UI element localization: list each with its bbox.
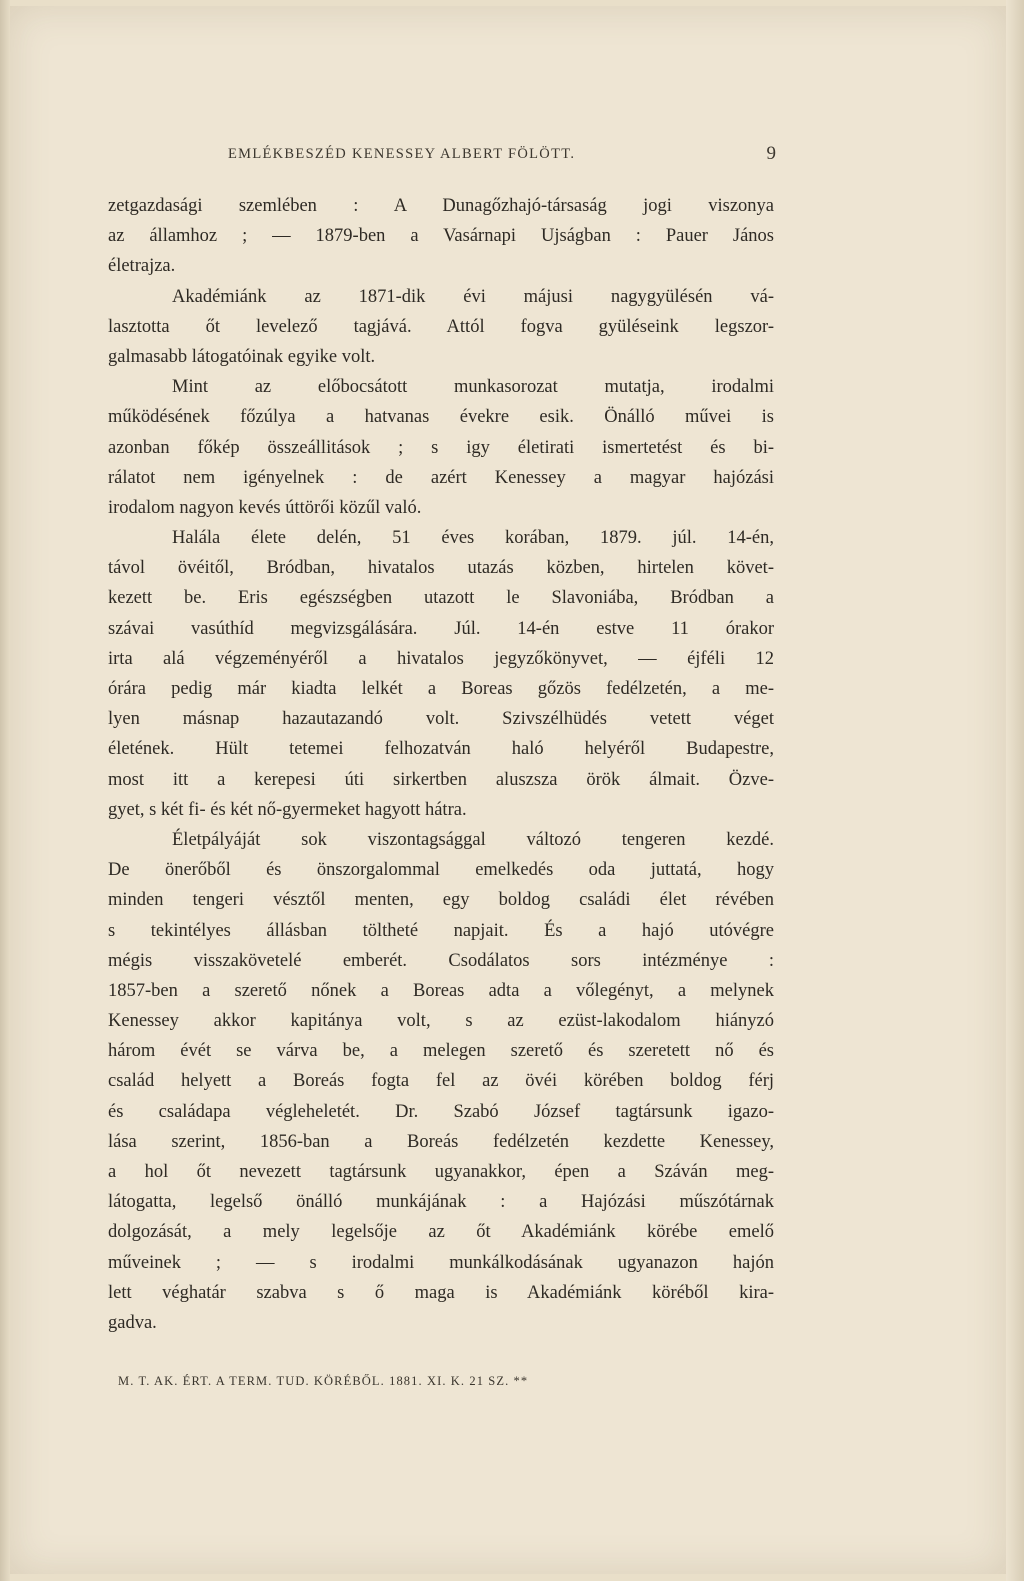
text-line: látogatta, legelső önálló munkájának : a Hajózási műszótárnak bbox=[108, 1192, 774, 1213]
text-line: most itt a kerepesi úti sirkertben aluszsza örök álmait. Özve- bbox=[108, 769, 774, 790]
text-line: az államhoz ; — 1879-ben a Vasárnapi Ujságban : Pauer János bbox=[108, 226, 774, 247]
text-line: rálatot nem igényelnek : de azért Kenessey a magyar hajózási bbox=[108, 467, 774, 488]
text-line: életének. Hült tetemei felhozatván haló helyéről Budapestre, bbox=[108, 739, 774, 760]
text-line: gadva. bbox=[108, 1312, 157, 1333]
text-line: Kenessey akkor kapitánya volt, s az ezüst-lakodalom hiányzó bbox=[108, 1011, 774, 1032]
page-header bbox=[228, 143, 776, 167]
text-line: működésének főzúlya a hatvanas évekre esik. Önálló művei is bbox=[108, 407, 774, 428]
text-line: Akadémiánk az 1871-dik évi májusi nagygyülésén vá- bbox=[172, 286, 774, 307]
text-line: dolgozását, a mely legelsője az őt Akadémiánk körébe emelő bbox=[108, 1222, 774, 1243]
text-line: szávai vasúthíd megvizsgálására. Júl. 14-én estve 11 órakor bbox=[108, 618, 774, 639]
text-line: Halála élete delén, 51 éves korában, 1879. júl. 14-én, bbox=[172, 528, 774, 549]
text-line: életrajza. bbox=[108, 256, 176, 277]
text-line: irta alá végzeményéről a hivatalos jegyzőkönyvet, — éjféli 12 bbox=[108, 648, 774, 669]
text-line: irodalom nagyon kevés úttörői közűl való. bbox=[108, 497, 422, 518]
page-edge-left bbox=[0, 0, 10, 1581]
text-line: család helyett a Boreás fogta fel az övéi körében boldog férj bbox=[108, 1071, 774, 1092]
text-line: galmasabb látogatóinak egyike volt. bbox=[108, 346, 376, 367]
text-line: s tekintélyes állásban töltheté napjait. És a hajó utóvégre bbox=[108, 920, 774, 941]
text-line: Mint az előbocsátott munkasorozat mutatja, irodalmi bbox=[172, 377, 774, 398]
text-line: lyen másnap hazautazandó volt. Szivszélhüdés vetett véget bbox=[108, 709, 774, 730]
text-line: lett véghatár szabva s ő maga is Akadémiánk köréből kira- bbox=[108, 1282, 774, 1303]
body-text bbox=[108, 191, 774, 1338]
text-line: zetgazdasági szemlében : A Dunagőzhajó-társaság jogi viszonya bbox=[108, 196, 774, 216]
page-number: 9 bbox=[766, 143, 776, 164]
text-line: kezett be. Eris egészségben utazott le Slavoniába, Bródban a bbox=[108, 588, 774, 609]
text-line: a hol őt nevezett tagtársunk ugyanakkor, épen a Száván meg- bbox=[108, 1162, 774, 1182]
page-edge-right bbox=[1006, 0, 1024, 1581]
text-line: órára pedig már kiadta lelkét a Boreas gőzös fedélzetén, a me- bbox=[108, 679, 774, 699]
text-line: műveinek ; — s irodalmi munkálkodásának ugyanazon hajón bbox=[108, 1252, 774, 1273]
text-line: Életpályáját sok viszontagsággal változó tengeren kezdé. bbox=[172, 829, 774, 850]
text-line: 1857-ben a szerető nőnek a Boreas adta a vőlegényt, a melynek bbox=[108, 980, 774, 1001]
text-line: távol övéitől, Bródban, hivatalos utazás közben, hirtelen követ- bbox=[108, 558, 774, 579]
text-line: három évét se várva be, a melegen szerető és szeretett nő és bbox=[108, 1041, 774, 1062]
text-line: azonban főkép összeállitások ; s igy életirati ismertetést és bi- bbox=[108, 437, 774, 458]
text-line: lasztotta őt levelező tagjává. Attól fogva gyüléseink legszor- bbox=[108, 316, 774, 337]
text-line: mégis visszakövetelé emberét. Csodálatos sors intézménye : bbox=[108, 950, 774, 971]
text-line: gyet, s két fi- és két nő-gyermeket hagyott hátra. bbox=[108, 799, 467, 820]
text-line: és családapa végleheletét. Dr. Szabó József tagtársunk igazo- bbox=[108, 1101, 774, 1122]
text-line: lása szerint, 1856-ban a Boreás fedélzetén kezdette Kenessey, bbox=[108, 1131, 774, 1152]
text-line: minden tengeri vésztől menten, egy boldog családi élet révében bbox=[108, 890, 774, 911]
running-head: EMLÉKBESZÉD KENESSEY ALBERT FÖLÖTT. bbox=[228, 146, 576, 162]
text-line: De önerőből és önszorgalommal emelkedés oda juttatá, hogy bbox=[108, 860, 774, 881]
footer-signature: M. T. AK. ÉRT. A TERM. TUD. KÖRÉBŐL. 1881. XI. K. 21 SZ. ** bbox=[118, 1374, 529, 1388]
